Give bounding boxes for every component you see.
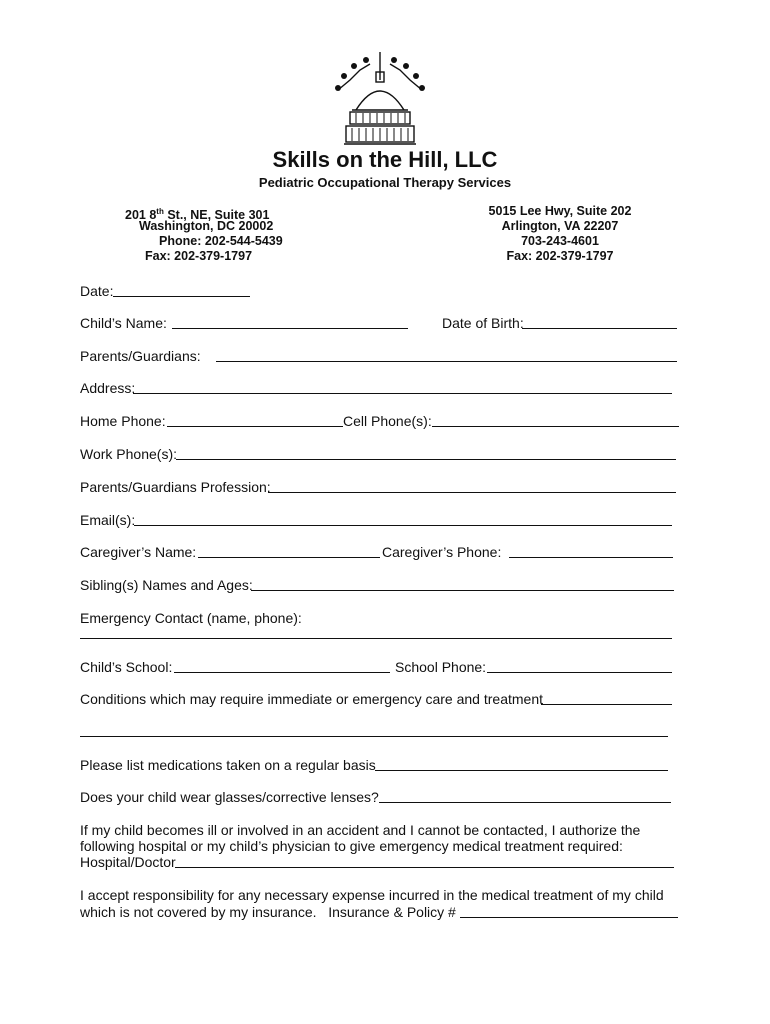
glasses-label: Does your child wear glasses/corrective lenses? — [80, 789, 379, 805]
work-phone-field[interactable] — [176, 459, 676, 460]
home-phone-label: Home Phone: — [80, 413, 166, 429]
caregiver-name-label: Caregiver’s Name: — [80, 544, 197, 560]
school-label: Child’s School: — [80, 659, 173, 675]
school-field[interactable] — [174, 672, 390, 673]
va-phone: 703-243-4601 — [521, 234, 599, 248]
dob-label: Date of Birth: — [442, 315, 524, 331]
parents-label: Parents/Guardians: — [80, 348, 201, 364]
cell-phone-field[interactable] — [432, 426, 679, 427]
emergency-label: Emergency Contact (name, phone): — [80, 610, 302, 626]
dc-phone: Phone: 202-544-5439 — [159, 234, 283, 248]
child-name-field[interactable] — [172, 328, 408, 329]
capitol-logo — [330, 50, 430, 150]
hospital-label: Hospital/Doctor — [80, 854, 176, 870]
company-tagline: Pediatric Occupational Therapy Services — [258, 175, 512, 190]
accept-text-2: which is not covered by my insurance. Insurance & Policy # — [80, 904, 456, 920]
glasses-field[interactable] — [379, 802, 671, 803]
conditions-label: Conditions which may require immediate or emergency care and treatment — [80, 691, 543, 707]
medications-field[interactable] — [375, 770, 668, 771]
va-fax: Fax: 202-379-1797 — [506, 249, 614, 263]
school-phone-field[interactable] — [487, 672, 672, 673]
profession-field[interactable] — [268, 492, 676, 493]
address-field[interactable] — [133, 393, 672, 394]
dc-fax: Fax: 202-379-1797 — [145, 249, 253, 263]
hospital-field[interactable] — [175, 867, 674, 868]
parents-field[interactable] — [216, 361, 677, 362]
authorize-text-2: following hospital or my child’s physician to give emergency medical treatment required: — [80, 838, 623, 854]
email-field[interactable] — [134, 525, 672, 526]
caregiver-name-field[interactable] — [198, 557, 380, 558]
dob-field[interactable] — [522, 328, 677, 329]
siblings-label: Sibling(s) Names and Ages: — [80, 577, 253, 593]
accept-text-1: I accept responsibility for any necessary expense incurred in the medical treatment of my child — [80, 887, 664, 903]
va-city: Arlington, VA 22207 — [501, 219, 619, 233]
email-label: Email(s): — [80, 512, 136, 528]
school-phone-label: School Phone: — [395, 659, 487, 675]
dc-street: 201 8th St., NE, Suite 301 — [125, 207, 270, 223]
home-phone-field[interactable] — [167, 426, 343, 427]
caregiver-phone-label: Caregiver’s Phone: — [382, 544, 502, 560]
va-street: 5015 Lee Hwy, Suite 202 — [488, 204, 632, 218]
child-name-label: Child’s Name: — [80, 315, 167, 331]
siblings-field[interactable] — [251, 590, 674, 591]
work-phone-label: Work Phone(s): — [80, 446, 177, 462]
conditions-field-2[interactable] — [80, 736, 668, 737]
profession-label: Parents/Guardians Profession: — [80, 479, 271, 495]
dc-city: Washington, DC 20002 — [139, 219, 274, 233]
date-label: Date: — [80, 283, 114, 299]
conditions-field[interactable] — [541, 704, 672, 705]
date-field[interactable] — [113, 296, 250, 297]
cell-phone-label: Cell Phone(s): — [343, 413, 432, 429]
medications-label: Please list medications taken on a regular basis — [80, 757, 376, 773]
insurance-policy-field[interactable] — [460, 917, 678, 918]
authorize-text-1: If my child becomes ill or involved in an accident and I cannot be contacted, I authorize the — [80, 822, 641, 838]
emergency-field[interactable] — [80, 638, 672, 639]
address-label: Address: — [80, 380, 136, 396]
caregiver-phone-field[interactable] — [509, 557, 673, 558]
company-name: Skills on the Hill, LLC — [272, 147, 498, 172]
